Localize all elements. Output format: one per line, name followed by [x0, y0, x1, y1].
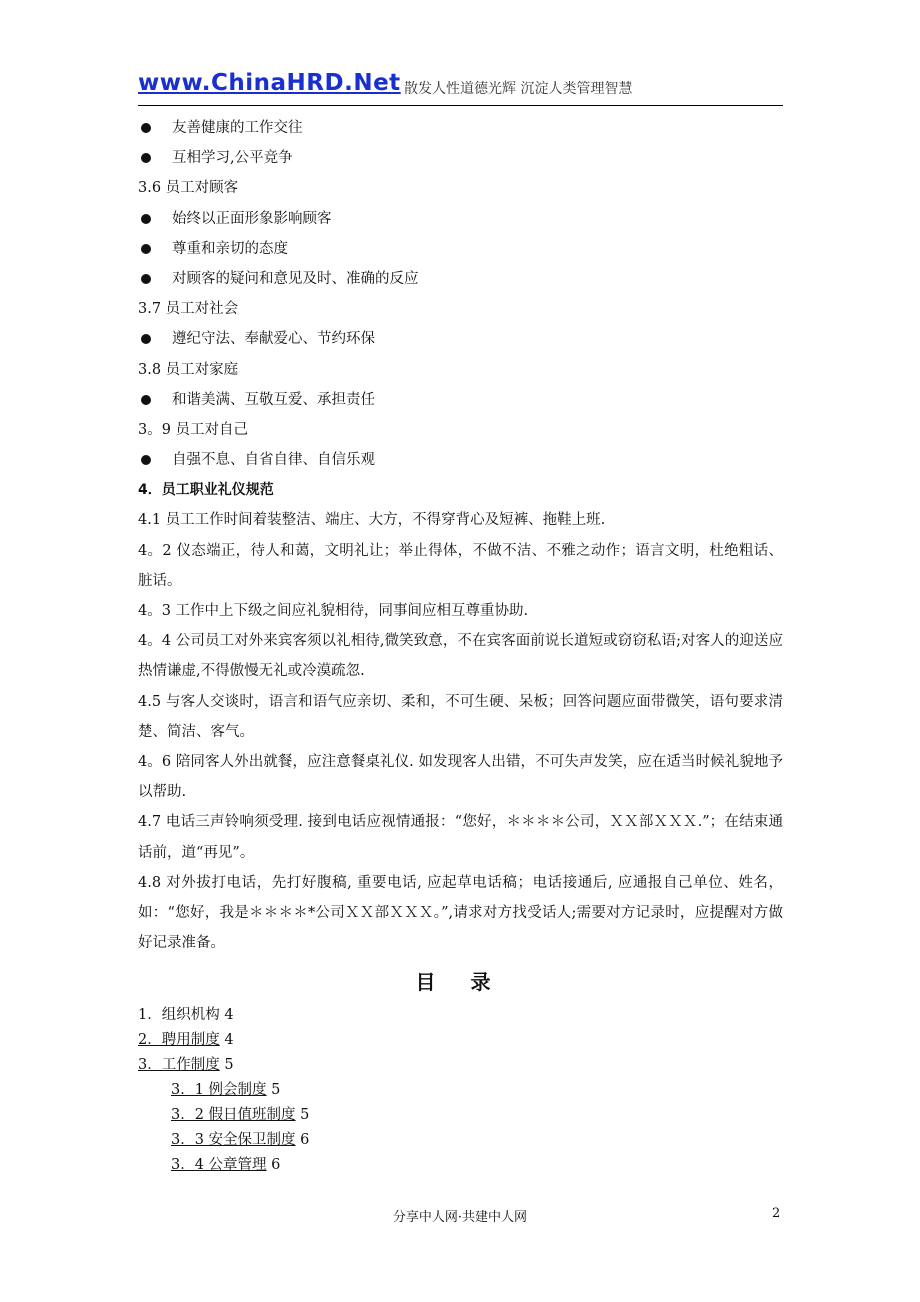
site-url-link[interactable]: www.ChinaHRD.Net — [138, 70, 401, 96]
toc-entry-page: 4 — [224, 1032, 234, 1048]
page-number: 2 — [772, 1206, 781, 1221]
paragraph: 4。4 公司员工对外来宾客须以礼相待,微笑致意，不在宾客面前说长道短或窃窃私语;对客人的迎送应热情谦虚,不得傲慢无礼或冷漠疏忽. — [138, 633, 783, 680]
page-header — [138, 70, 783, 104]
toc-entry-label: 1．组织机构 — [138, 1007, 220, 1023]
bullet-icon — [141, 214, 151, 224]
bullet-text: 自强不息、自省自律、自信乐观 — [172, 452, 375, 469]
bullet-item — [138, 385, 783, 415]
bullet-item — [138, 264, 783, 294]
toc-entry-page: 5 — [224, 1057, 234, 1073]
toc-title: 目 录 — [415, 970, 505, 994]
bullet-icon — [141, 153, 151, 163]
header-tagline: 散发人性道德光辉 沉淀人类管理智慧 — [404, 81, 633, 97]
paragraph: 4.5 与客人交谈时，语言和语气应亲切、柔和，不可生硬、呆板；回答问题应面带微笑，语句要求清楚、简洁、客气。 — [138, 693, 783, 740]
bullet-icon — [141, 455, 151, 465]
bullet-item — [138, 445, 783, 475]
toc-entry-page: 4 — [224, 1007, 234, 1023]
bullet-icon — [141, 395, 151, 405]
section-heading: 3.7 员工对社会 — [138, 301, 239, 318]
toc-entry-page: 6 — [271, 1157, 281, 1173]
paragraph: 4.7 电话三声铃响须受理. 接到电话应视情通报：“您好，＊＊＊＊公司，ＸＸ部ＸＸＸ.”；在结束通话前，道“再见”。 — [138, 814, 783, 861]
section-heading: 3.8 员工对家庭 — [138, 361, 239, 378]
bullet-item — [138, 204, 783, 234]
toc-entry-link[interactable]: 3．4 公章管理 — [171, 1157, 267, 1173]
bullet-item — [138, 234, 783, 264]
toc-entry-link[interactable]: 3．3 安全保卫制度 — [171, 1132, 296, 1148]
toc-entry — [138, 1003, 783, 1028]
bullet-icon — [141, 123, 151, 133]
toc-entry-page: 5 — [300, 1107, 310, 1123]
paragraph: 4。6 陪同客人外出就餐，应注意餐桌礼仪. 如发现客人出错，不可失声发笑，应在适当时候礼貌地予以帮助. — [138, 754, 783, 801]
toc-entry-page: 5 — [271, 1082, 281, 1098]
paragraph: 4.8 对外拔打电话，先打好腹稿, 重要电话, 应起草电话稿；电话接通后, 应通报自己单位、姓名，如：“您好，我是＊＊＊＊*公司ＸＸ部ＸＸＸ。”,请求对方找受话人;需要对方记录时，应提醒对方做好记录准备。 — [138, 874, 783, 952]
toc-entry[interactable] — [138, 1103, 783, 1128]
bullet-text: 互相学习,公平竞争 — [172, 150, 293, 167]
bullet-icon — [141, 334, 151, 344]
chapter-heading: 4．员工职业礼仪规范 — [138, 482, 274, 499]
paragraph: 4.1 员工工作时间着装整洁、端庄、大方，不得穿背心及短裤、拖鞋上班. — [138, 512, 606, 529]
bullet-text: 和谐美满、互敬互爱、承担责任 — [172, 391, 375, 408]
toc-entry-link[interactable]: 3．1 例会制度 — [171, 1082, 267, 1098]
toc-entry[interactable] — [138, 1053, 783, 1078]
bullet-item — [138, 113, 783, 143]
bullet-item — [138, 143, 783, 173]
paragraph: 4。2 仪态端正，待人和蔼，文明礼让；举止得体，不做不洁、不雅之动作；语言文明，杜绝粗话、脏话。 — [138, 542, 783, 589]
bullet-icon — [141, 274, 151, 284]
table-of-contents — [138, 1003, 783, 1178]
section-heading: 3.6 员工对顾客 — [138, 180, 239, 197]
document-body — [138, 113, 783, 958]
bullet-text: 对顾客的疑问和意见及时、准确的反应 — [172, 270, 419, 287]
toc-entry[interactable] — [138, 1078, 783, 1103]
toc-entry-page: 6 — [300, 1132, 310, 1148]
bullet-text: 尊重和亲切的态度 — [172, 240, 288, 257]
toc-entry[interactable] — [138, 1128, 783, 1153]
toc-entry-link[interactable]: 2．聘用制度 — [138, 1032, 220, 1048]
toc-entry[interactable] — [138, 1153, 783, 1178]
header-divider — [138, 105, 783, 106]
bullet-icon — [141, 244, 151, 254]
page-footer: 分享中人网·共建中人网 — [392, 1210, 528, 1225]
paragraph: 4。3 工作中上下级之间应礼貌相待，同事间应相互尊重协助. — [138, 603, 529, 620]
bullet-text: 友善健康的工作交往 — [172, 120, 303, 136]
bullet-item — [138, 324, 783, 354]
toc-entry-link[interactable]: 3．工作制度 — [138, 1057, 220, 1073]
bullet-text: 遵纪守法、奉献爱心、节约环保 — [172, 331, 375, 348]
bullet-text: 始终以正面形象影响顾客 — [172, 210, 332, 227]
toc-entry-link[interactable]: 3．2 假日值班制度 — [171, 1107, 296, 1123]
section-heading: 3。9 员工对自己 — [138, 421, 249, 438]
toc-entry[interactable] — [138, 1028, 783, 1053]
